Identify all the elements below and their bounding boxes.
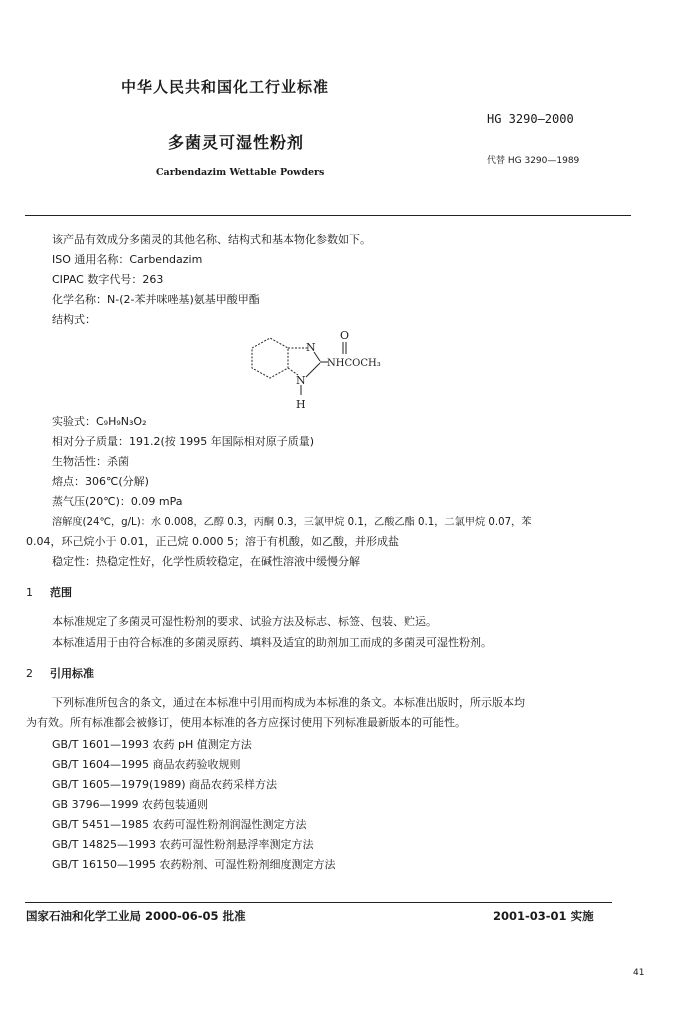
intro-line: 该产品有效成分多菌灵的其他名称、结构式和基本物化参数如下。 [52,233,371,246]
english-title: Carbendazim Wettable Powders [156,167,325,178]
ref-item: GB/T 1605—1979(1989) 商品农药采样方法 [52,778,278,791]
org-title: 中华人民共和国化工行业标准 [121,78,330,96]
solubility-line-1: 溶解度(24℃，g/L)：水 0.008，乙醇 0.3，丙酮 0.3，三氯甲烷 0.1，乙酸乙酯 0.1，二氯甲烷 0.07，苯 [52,517,532,528]
structure-drawing [240,325,410,415]
section-1-title: 范围 [50,586,72,599]
atom-o: O [340,329,350,342]
ref-item: GB/T 1601—1993 农药 pH 值测定方法 [52,738,252,751]
stability: 稳定性：热稳定性好，化学性质较稳定，在碱性溶液中缓慢分解 [52,555,360,568]
section-2-para-1: 下列标准所包含的条文，通过在本标准中引用而构成为本标准的条文。本标准出版时，所示版本均 [52,696,525,709]
chemical-name: 化学名称：N-(2-苯并咪唑基)氨基甲酸甲酯 [52,293,260,306]
cipac-code: CIPAC 数字代号：263 [52,273,164,286]
structural-formula [240,325,410,415]
issue-date: 国家石油和化学工业局 2000-06-05 批准 [26,909,246,923]
replaces-note: 代替 HG 3290—1989 [487,156,580,166]
section-1-para-1: 本标准规定了多菌灵可湿性粉剂的要求、试验方法及标志、标签、包装、贮运。 [52,615,437,628]
side-chain: NHCOCH₃ [327,358,381,369]
melting-point: 熔点：306℃(分解) [52,475,149,488]
ref-item: GB 3796—1999 农药包装通则 [52,798,209,811]
section-1-number: 1 [26,586,33,599]
empirical-formula: 实验式：C₉H₉N₃O₂ [52,415,147,428]
section-1-para-2: 本标准适用于由符合标准的多菌灵原药、填料及适宜的助剂加工而成的多菌灵可湿性粉剂。 [52,636,492,649]
footer-rule [25,902,612,903]
page-number: 41 [633,968,645,978]
solubility-line-2: 0.04，环己烷小于 0.01，正己烷 0.000 5；溶于有机酸，如乙酸，并形成盐 [26,535,399,548]
vapor-pressure: 蒸气压(20℃)：0.09 mPa [52,495,183,508]
atom-n-bottom: N [296,374,306,387]
section-2-number: 2 [26,667,33,680]
header-rule [25,215,631,216]
section-1-heading [26,584,72,600]
effective-date: 2001-03-01 实施 [493,909,594,923]
benzene-ring [252,338,288,378]
structure-label: 结构式： [52,313,96,326]
section-2-title: 引用标准 [50,667,94,680]
iso-name: ISO 通用名称：Carbendazim [52,253,203,266]
bioactivity: 生物活性：杀菌 [52,455,129,468]
standard-number: HG 3290—2000 [487,112,574,126]
ref-item: GB/T 16150—1995 农药粉剂、可湿性粉剂细度测定方法 [52,858,336,871]
bond-ring-c2b [306,363,320,377]
ref-item: GB/T 1604—1995 商品农药验收规则 [52,758,241,771]
atom-h: H [296,398,306,411]
page-title: 多菌灵可湿性粉剂 [168,133,305,152]
section-2-para-2: 为有效。所有标准都会被修订，使用本标准的各方应探讨使用下列标准最新版本的可能性。 [26,716,466,729]
section-2-heading [26,665,94,681]
atom-n-top: N [306,341,316,354]
molecular-weight: 相对分子质量：191.2(按 1995 年国际相对原子质量) [52,435,315,448]
ref-item: GB/T 14825—1993 农药可湿性粉剂悬浮率测定方法 [52,838,314,851]
ref-item: GB/T 5451—1985 农药可湿性粉剂润湿性测定方法 [52,818,307,831]
